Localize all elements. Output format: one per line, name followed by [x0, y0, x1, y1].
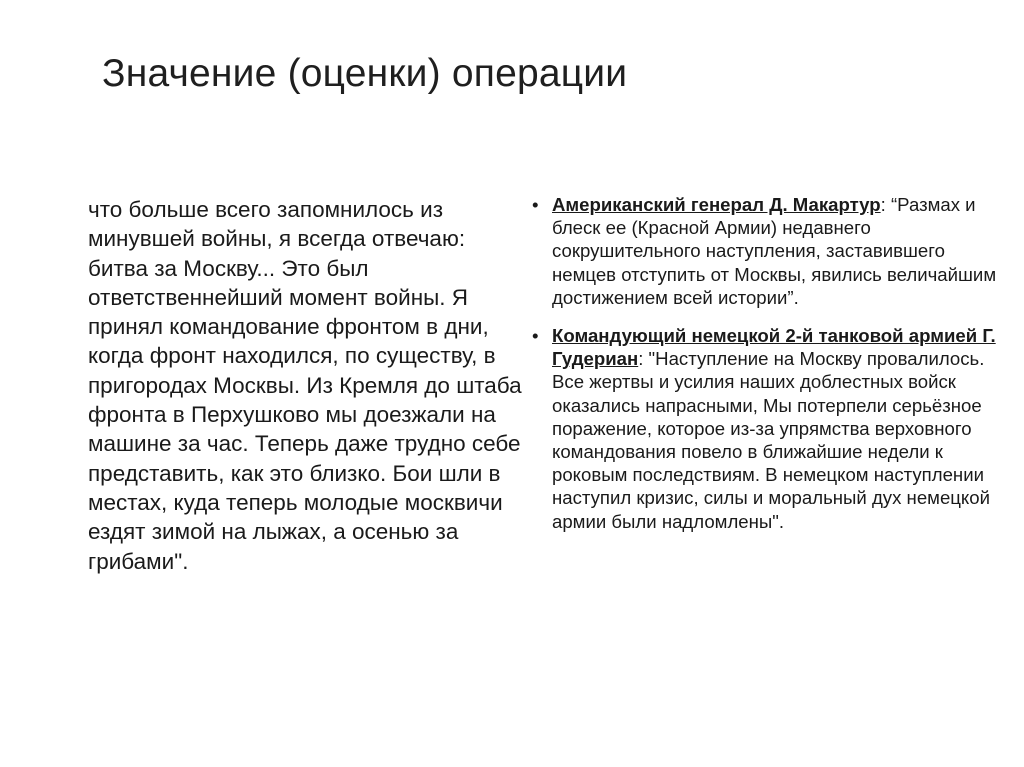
guderian-separator: :: [638, 348, 644, 370]
bullet-icon: •: [532, 194, 539, 215]
right-column: [530, 193, 1000, 548]
guderian-quote: "Наступление на Москву провалилось. Все жертвы и усилия наших доблестных войск оказались напрасными, Мы потерпели серьёзное поражение, которое из-за упрямства верховного командования повело в ближайшие недели к роковым последствиям. В немецком наступлении наступил кризис, силы и моральный дух немецкой армии были надломлены".: [552, 348, 991, 532]
macarthur-quote: “Размах и блеск ее (Красной Армии) недавнего сокрушительного наступления, заставившего немцев отступить от Москвы, явились величайшим достижением всей истории”.: [552, 194, 997, 308]
zhukov-quote: что больше всего запомнилось из минувшей войны, я всегда отвечаю: битва за Москву... Это был ответственнейший момент войны. Я принял командование фронтом в дни, когда фронт находился, по существу, в пригородах Москвы. Из Кремля до штаба фронта в Перхушково мы доезжали на машине за час. Теперь даже трудно себе представить, как это близко. Бои шли в местах, куда теперь молодые москвичи ездят зимой на лыжах, а осенью за грибами".: [88, 197, 522, 574]
left-column: [88, 195, 528, 576]
macarthur-separator: :: [880, 194, 886, 215]
guderian-heading: Командующий немецкой 2-й танковой армией Г. Гудериан: [552, 325, 996, 370]
quotes-list: [530, 193, 1000, 533]
macarthur-heading: Американский генерал Д. Макартур: [552, 194, 881, 215]
list-item-guderian: [530, 324, 1000, 533]
bullet-icon: •: [532, 325, 539, 347]
slide-title: Значение (оценки) операции: [102, 52, 628, 95]
list-item-macarthur: [530, 193, 1000, 309]
